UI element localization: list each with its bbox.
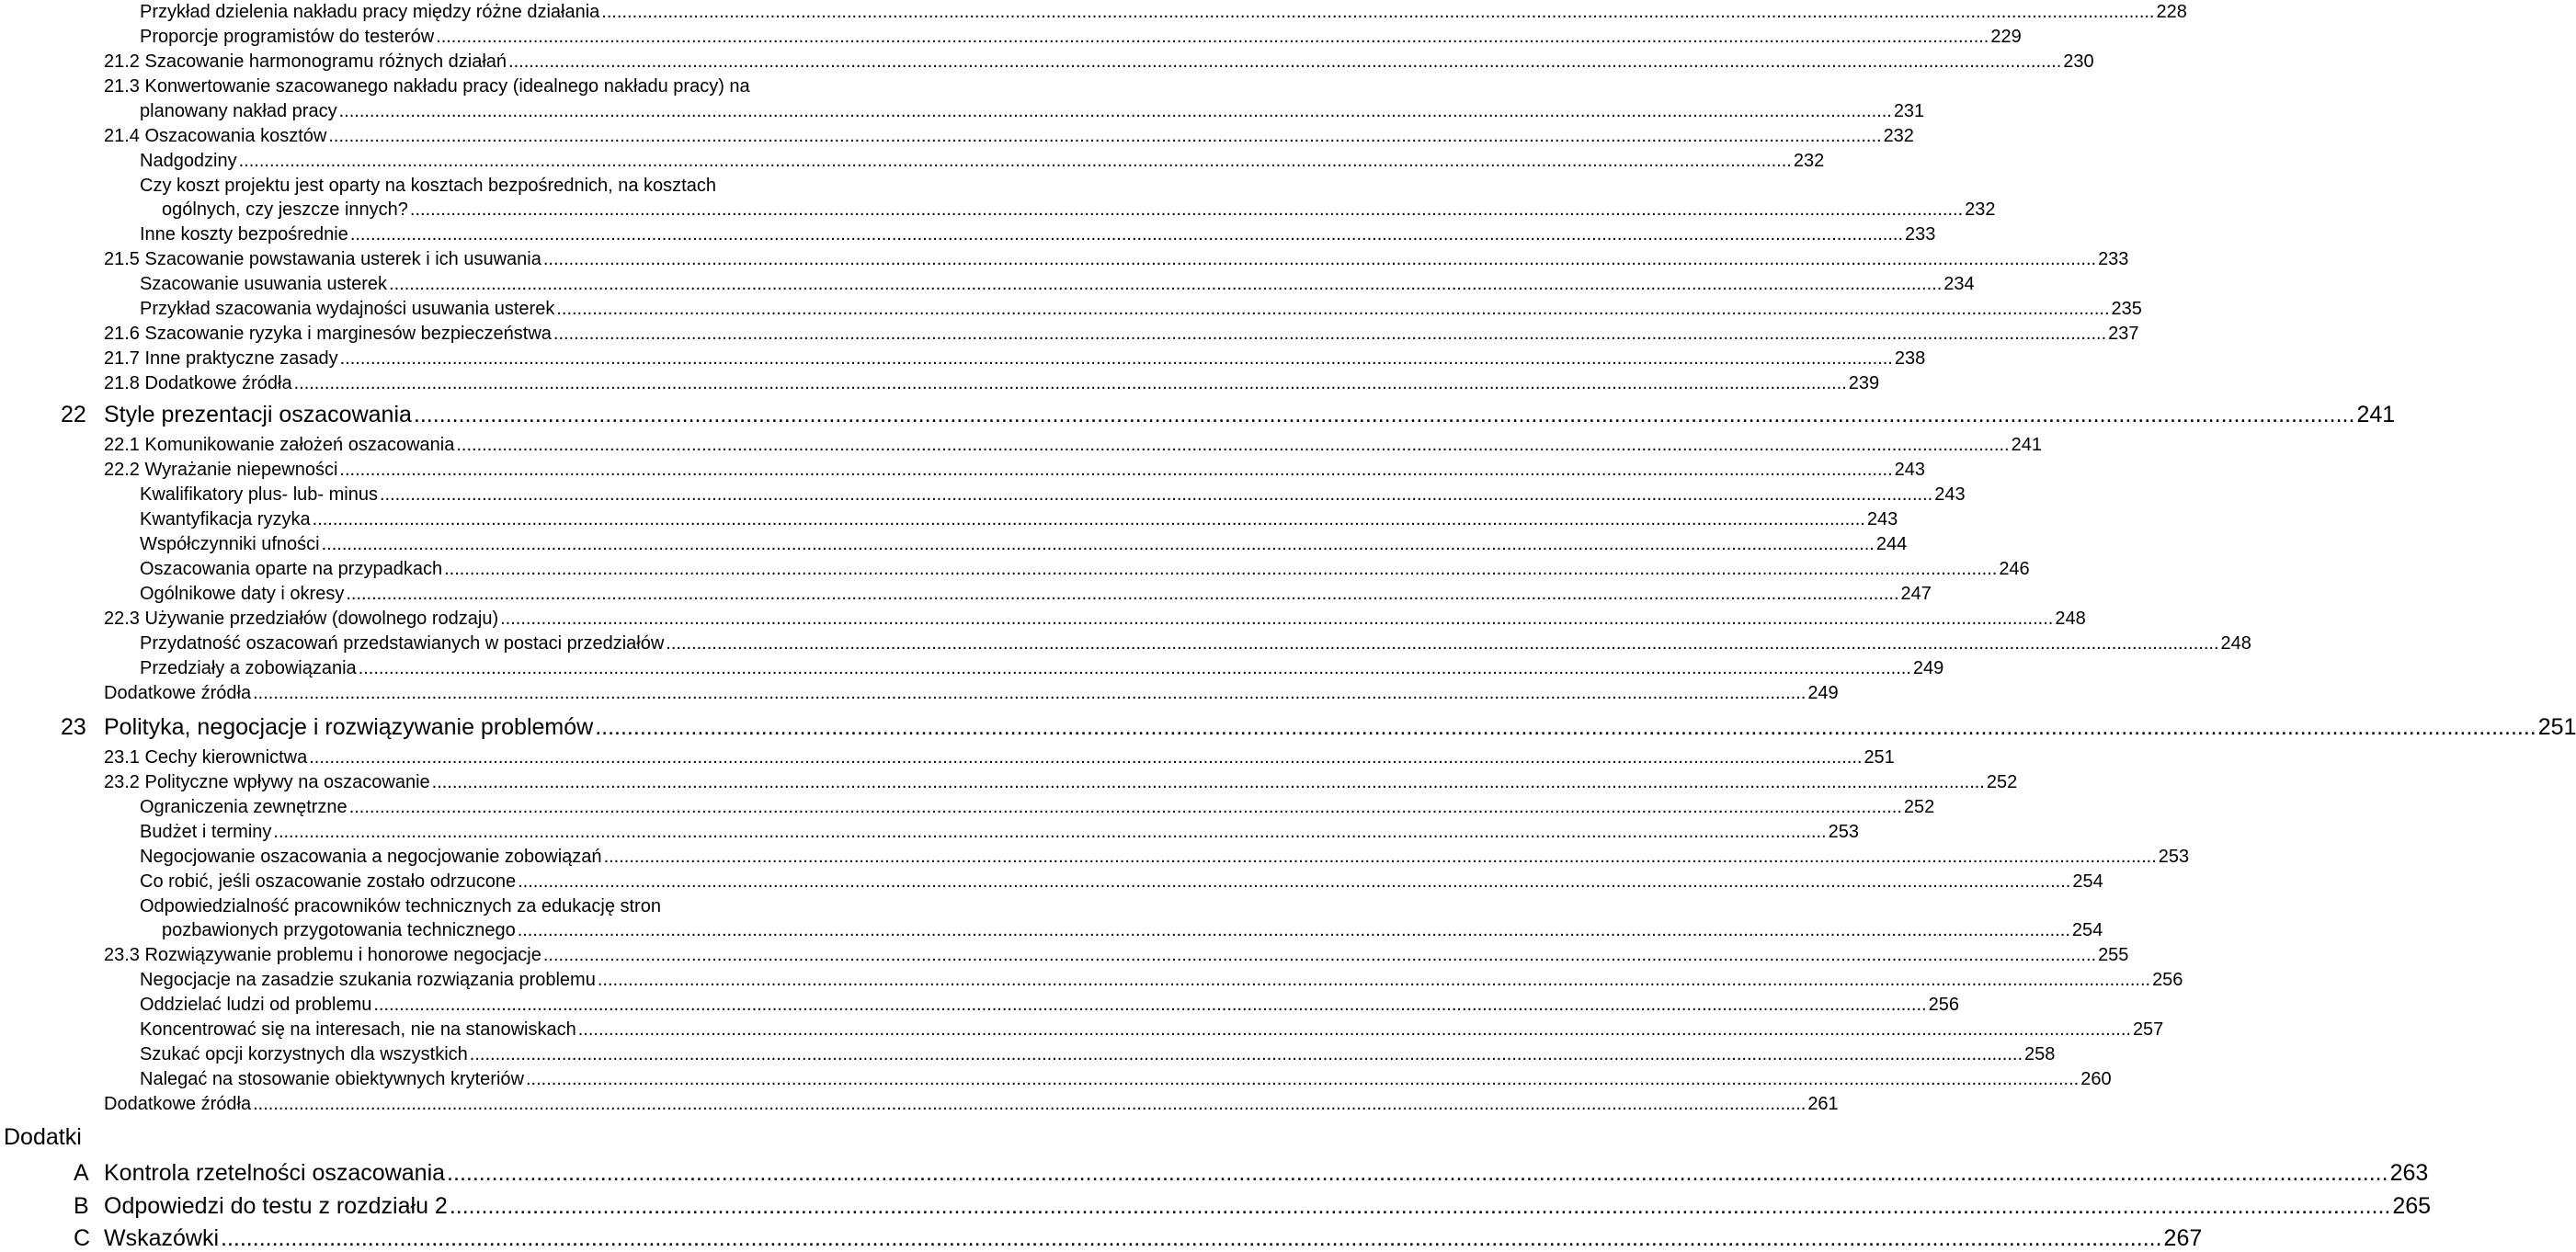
toc-entry-title: Nadgodziny (140, 151, 237, 171)
page-number: 232 (1793, 151, 1825, 171)
toc-entry[interactable] (140, 871, 2103, 893)
page-number: 229 (1990, 27, 2022, 47)
dot-leader (500, 608, 2053, 630)
dot-leader (346, 583, 1898, 605)
dot-leader (273, 821, 1826, 843)
toc-entry[interactable] (140, 657, 1944, 679)
page-number: 253 (1828, 822, 1859, 842)
dot-leader (349, 796, 1902, 818)
dot-leader (380, 484, 1932, 506)
dot-leader (432, 771, 1985, 793)
toc-entry[interactable] (104, 682, 1839, 704)
toc-entry-title: 21.7 Inne praktyczne zasady (104, 348, 338, 369)
dot-leader (601, 1, 2154, 23)
dot-leader (373, 994, 1926, 1016)
toc-entry[interactable] (140, 150, 1825, 172)
toc-entry-title: Dodatkowe źródła (104, 1094, 252, 1114)
toc-entry-title: Inne koszty bezpośrednie (140, 224, 348, 245)
toc-entry-title: 22.1 Komunikowanie założeń oszacowania (104, 435, 455, 455)
dot-leader (339, 100, 1892, 122)
chapter-number: 23 (61, 714, 86, 740)
toc-entry[interactable] (104, 608, 2086, 630)
dot-leader (470, 1043, 2023, 1065)
toc-entry[interactable] (140, 796, 1935, 818)
toc-entry[interactable] (104, 248, 2129, 270)
toc-entry-title: Koncentrować się na interesach, nie na stanowiskach (140, 1019, 576, 1040)
dot-leader (447, 1159, 2388, 1187)
toc-entry[interactable] (140, 298, 2142, 320)
toc-entry-title: 23.1 Cechy kierownictwa (104, 747, 308, 768)
page-number: 244 (1875, 534, 1908, 554)
toc-entry-text: 21.3 Konwertowanie szacowanego nakładu pracy (idealnego nakładu pracy) na (104, 76, 750, 97)
appendix-heading: Dodatki (4, 1124, 82, 1150)
page-number: 263 (2389, 1160, 2429, 1186)
dot-leader (328, 125, 1881, 147)
page-number: 257 (2132, 1019, 2164, 1040)
dot-leader (322, 533, 1875, 555)
toc-entry-title: Kontrola rzetelności oszacowania (104, 1160, 446, 1186)
dot-leader (350, 223, 1903, 245)
dot-leader (253, 682, 1806, 704)
toc-entry-title: Przydatność oszacowań przedstawianych w postaci przedziałów (140, 633, 665, 654)
page-number: 233 (1905, 224, 1936, 245)
toc-entry[interactable] (104, 372, 1880, 394)
page-number: 260 (2080, 1069, 2112, 1089)
page-number: 243 (1866, 509, 1898, 529)
toc-entry[interactable] (104, 434, 2042, 456)
dot-leader (450, 1192, 2391, 1220)
page-number: 247 (1900, 584, 1932, 604)
toc-entry[interactable] (104, 771, 2018, 793)
page-number: 234 (1943, 274, 1975, 294)
toc-entry[interactable] (74, 1224, 2203, 1252)
toc-entry-title: 21.2 Szacowanie harmonogramu różnych działań (104, 51, 507, 72)
toc-entry[interactable] (140, 632, 2251, 654)
dot-leader (508, 51, 2061, 73)
page-number: 241 (2011, 435, 2042, 455)
dot-leader (340, 347, 1893, 370)
dot-leader (313, 508, 1865, 530)
toc-entry-title: 23.3 Rozwiązywanie problemu i honorowe negocjacje (104, 945, 541, 965)
toc-entry-title: Przykład dzielenia nakładu pracy między różne działania (140, 2, 600, 22)
toc-entry-title: 21.6 Szacowanie ryzyka i marginesów bezpieczeństwa (104, 324, 552, 344)
page-number: 251 (2537, 714, 2576, 740)
page-number: 261 (1807, 1094, 1839, 1114)
toc-entry[interactable] (140, 1, 2187, 23)
toc-entry-title: Współczynniki ufności (140, 534, 320, 554)
toc-entry-title: 23.2 Polityczne wpływy na oszacowanie (104, 772, 430, 792)
dot-leader (518, 919, 2070, 941)
toc-entry-title: Szukać opcji korzystnych dla wszystkich (140, 1044, 468, 1064)
toc-entry-title: Szacowanie usuwania usterek (140, 274, 388, 294)
page-number: 232 (1883, 126, 1914, 146)
toc-entry-title: Ograniczenia zewnętrzne (140, 797, 348, 817)
dot-leader (410, 199, 1963, 221)
toc-entry[interactable] (104, 944, 2129, 966)
page-number: 258 (2024, 1044, 2056, 1064)
dot-leader (221, 1224, 2162, 1252)
toc-entry-title: Dodatkowe źródła (104, 683, 252, 703)
toc-entry-title: ogólnych, czy jeszcze innych? (162, 199, 408, 220)
dot-leader (294, 372, 1847, 394)
toc-entry-title: pozbawionych przygotowania technicznego (162, 920, 516, 940)
toc-entry-title: Przedziały a zobowiązania (140, 658, 357, 678)
page-number: 252 (1903, 797, 1935, 817)
toc-entry-title: Odpowiedzi do testu z rozdziału 2 (104, 1193, 448, 1219)
toc-entry-title: Proporcje programistów do testerów (140, 27, 435, 47)
toc-entry-title: 21.5 Szacowanie powstawania usterek i ich usuwania (104, 249, 541, 269)
page-number: 230 (2063, 51, 2094, 72)
toc-entry-title: 22.3 Używanie przedziałów (dowolnego rodzaju) (104, 609, 499, 629)
dot-leader (414, 401, 2355, 428)
chapter-number: 22 (61, 402, 86, 427)
toc-entry-title: planowany nakład pracy (140, 101, 337, 121)
toc-entry-title: Wskazówki (104, 1225, 220, 1251)
toc-entry[interactable] (104, 746, 1895, 768)
toc-entry[interactable] (104, 1093, 1839, 1115)
toc-entry[interactable] (140, 533, 1908, 555)
dot-leader (444, 558, 1997, 580)
dot-leader (666, 632, 2218, 654)
dot-leader (456, 434, 2009, 456)
page-number: 231 (1893, 101, 1925, 121)
dot-leader (543, 944, 2096, 966)
page-number: 235 (2111, 299, 2142, 319)
toc-entry-title: 22.2 Wyrażanie niepewności (104, 460, 338, 480)
toc-entry-title: Kwalifikatory plus‐ lub‐ minus (140, 484, 378, 505)
toc-entry[interactable] (104, 459, 1925, 481)
toc-entry[interactable] (61, 713, 2576, 741)
dot-leader (578, 1019, 2131, 1041)
page-number: 254 (2072, 871, 2103, 892)
toc-entry-title: Style prezentacji oszacowania (104, 402, 412, 427)
toc-entry[interactable] (140, 583, 1932, 605)
dot-leader (553, 323, 2106, 345)
dot-leader (359, 657, 1911, 679)
dot-leader (595, 713, 2536, 741)
dot-leader (604, 846, 2157, 868)
page-number: 251 (1864, 747, 1895, 768)
chapter-number: A (74, 1160, 89, 1186)
toc-entry-title: 21.4 Oszacowania kosztów (104, 126, 327, 146)
page-number: 256 (2152, 970, 2183, 990)
page-number: 256 (1928, 995, 1959, 1015)
toc-entry[interactable] (162, 919, 2103, 941)
toc-entry[interactable] (140, 100, 1925, 122)
toc-entry-title: Polityka, negocjacje i rozwiązywanie problemów (104, 714, 594, 740)
toc-entry-title: Kwantyfikacja ryzyka (140, 509, 311, 529)
page-number: 267 (2163, 1225, 2203, 1251)
page-number: 232 (1965, 199, 1996, 220)
page-number: 255 (2098, 945, 2129, 965)
dot-leader (598, 969, 2150, 991)
toc-entry[interactable] (140, 223, 1936, 245)
toc-entry-title: Przykład szacowania wydajności usuwania usterek (140, 299, 555, 319)
toc-entry-title: Co robić, jeśli oszacowanie zostało odrzucone (140, 871, 517, 892)
dot-leader (339, 459, 1892, 481)
toc-entry-text: Odpowiedzialność pracowników technicznych za edukację stron (140, 896, 661, 916)
toc-entry[interactable] (140, 846, 2190, 868)
page-number: 238 (1894, 348, 1926, 369)
toc-entry[interactable] (140, 508, 1898, 530)
page-number: 248 (2220, 633, 2251, 654)
dot-leader (543, 248, 2096, 270)
toc-entry[interactable] (104, 51, 2094, 73)
page-number: 228 (2156, 2, 2187, 22)
page-number: 243 (1934, 484, 1966, 505)
page-number: 252 (1986, 772, 2018, 792)
page-number: 254 (2071, 920, 2103, 940)
toc-entry[interactable] (104, 125, 1914, 147)
page-number: 249 (1807, 683, 1839, 703)
toc-entry[interactable] (140, 969, 2183, 991)
page-number: 233 (2098, 249, 2129, 269)
page-number: 237 (2108, 324, 2139, 344)
toc-entry[interactable] (74, 1159, 2429, 1187)
toc-entry-text: Czy koszt projektu jest oparty na kosztach bezpośrednich, na kosztach (140, 176, 716, 196)
toc-entry[interactable] (140, 1043, 2056, 1065)
toc-entry-title: Nalegać na stosowanie obiektywnych kryteriów (140, 1069, 524, 1089)
page-number: 265 (2392, 1193, 2432, 1219)
toc-entry-title: Ogólnikowe daty i okresy (140, 584, 345, 604)
dot-leader (253, 1093, 1806, 1115)
toc-entry[interactable] (104, 323, 2139, 345)
toc-entry[interactable] (140, 558, 2030, 580)
page-number: 253 (2158, 847, 2190, 867)
dot-leader (389, 273, 1942, 295)
dot-leader (436, 26, 1989, 48)
toc-entry[interactable] (140, 994, 1959, 1016)
toc-entry-title: Oszacowania oparte na przypadkach (140, 559, 443, 579)
toc-entry[interactable] (74, 1192, 2432, 1220)
toc-entry[interactable] (140, 484, 1966, 506)
toc-entry[interactable] (140, 1068, 2112, 1090)
toc-entry[interactable] (104, 347, 1926, 370)
toc-entry-title: Negocjowanie oszacowania a negocjowanie zobowiązań (140, 847, 602, 867)
toc-entry-title: 21.8 Dodatkowe źródła (104, 373, 292, 393)
toc-entry-title: Budżet i terminy (140, 822, 272, 842)
toc-entry[interactable] (61, 401, 2396, 428)
page-number: 241 (2356, 402, 2396, 427)
toc-entry[interactable] (162, 199, 1996, 221)
toc-entry[interactable] (140, 821, 1859, 843)
dot-leader (239, 150, 1792, 172)
toc-entry-title: Negocjacje na zasadzie szukania rozwiązania problemu (140, 970, 596, 990)
chapter-number: C (74, 1225, 91, 1251)
page-number: 243 (1894, 460, 1925, 480)
page-number: 249 (1912, 658, 1944, 678)
dot-leader (556, 298, 2109, 320)
dot-leader (526, 1068, 2079, 1090)
toc-entry[interactable] (140, 1019, 2164, 1041)
page-number: 248 (2055, 609, 2086, 629)
toc-entry[interactable] (140, 26, 2022, 48)
toc-entry-title: Oddzielać ludzi od problemu (140, 995, 372, 1015)
toc-entry[interactable] (140, 273, 1975, 295)
dot-leader (309, 746, 1862, 768)
chapter-number: B (74, 1193, 89, 1219)
dot-leader (518, 871, 2070, 893)
page-number: 246 (1999, 559, 2030, 579)
page-number: 239 (1848, 373, 1880, 393)
